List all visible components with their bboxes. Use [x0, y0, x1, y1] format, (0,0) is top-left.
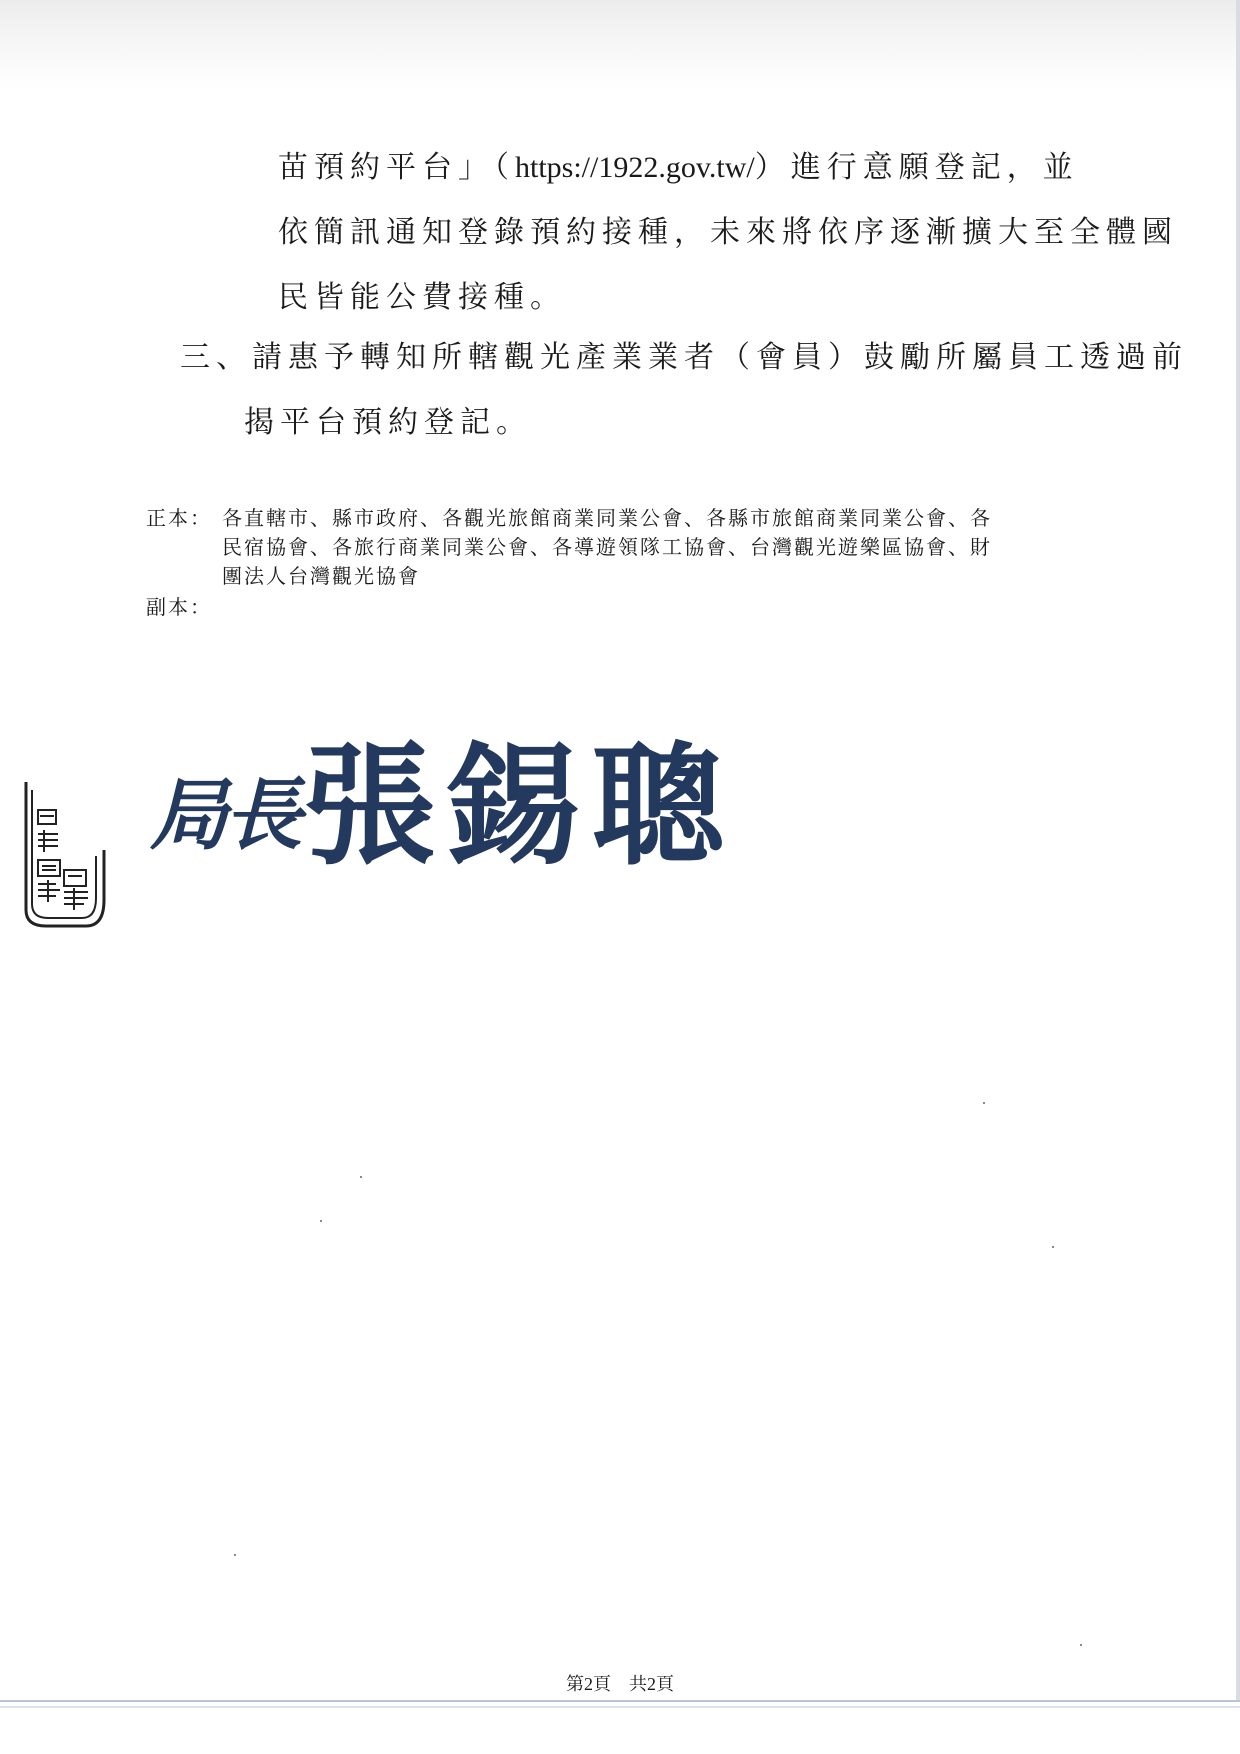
body-line-5: 揭平台預約登記。 — [244, 405, 532, 440]
official-seal-icon — [24, 780, 106, 930]
body-line-4: 三、請惠予轉知所轄觀光產業業者（會員）鼓勵所屬員工透過前 — [180, 340, 1188, 375]
copy-recipients-label: 副本： — [146, 595, 212, 619]
scan-speck — [1052, 1246, 1054, 1248]
original-recipients-line-1: 各直轄市、縣市政府、各觀光旅館商業同業公會、各縣市旅館商業同業公會、各 — [222, 506, 992, 530]
registration-url: https://1922.gov.tw/ — [515, 151, 755, 184]
page-footer — [0, 1670, 1240, 1696]
body-line-2: 依簡訊通知登錄預約接種，未來將依序逐漸擴大至全體國 — [278, 215, 1178, 250]
page-number: 第2頁 — [566, 1674, 611, 1694]
body-line-1-pre: 苗預約平台」（ — [278, 150, 515, 185]
page-total: 共2頁 — [629, 1674, 674, 1694]
scan-speck — [1080, 1644, 1082, 1646]
body-line-1-post: ）進行意願登記，並 — [754, 150, 1079, 185]
original-recipients-line-2: 民宿協會、各旅行商業同業公會、各導遊領隊工協會、台灣觀光遊樂區協會、財 — [222, 535, 992, 559]
original-recipients-label: 正本： — [146, 506, 212, 530]
body-line-3: 民皆能公費接種。 — [278, 280, 566, 315]
scan-speck — [320, 1220, 322, 1222]
body-line-1 — [278, 148, 1079, 188]
scan-speck — [360, 1176, 362, 1178]
scan-speck — [983, 1102, 985, 1104]
scan-edge-right — [1236, 0, 1240, 1752]
director-signature — [150, 700, 736, 890]
scan-shadow-top — [0, 0, 1240, 90]
signature-name: 張錫聰 — [303, 729, 736, 884]
signature-title: 局長 — [150, 770, 299, 861]
original-recipients-line-3: 團法人台灣觀光協會 — [222, 564, 420, 588]
scan-edge-bottom — [0, 1700, 1240, 1754]
scan-speck — [234, 1554, 236, 1556]
